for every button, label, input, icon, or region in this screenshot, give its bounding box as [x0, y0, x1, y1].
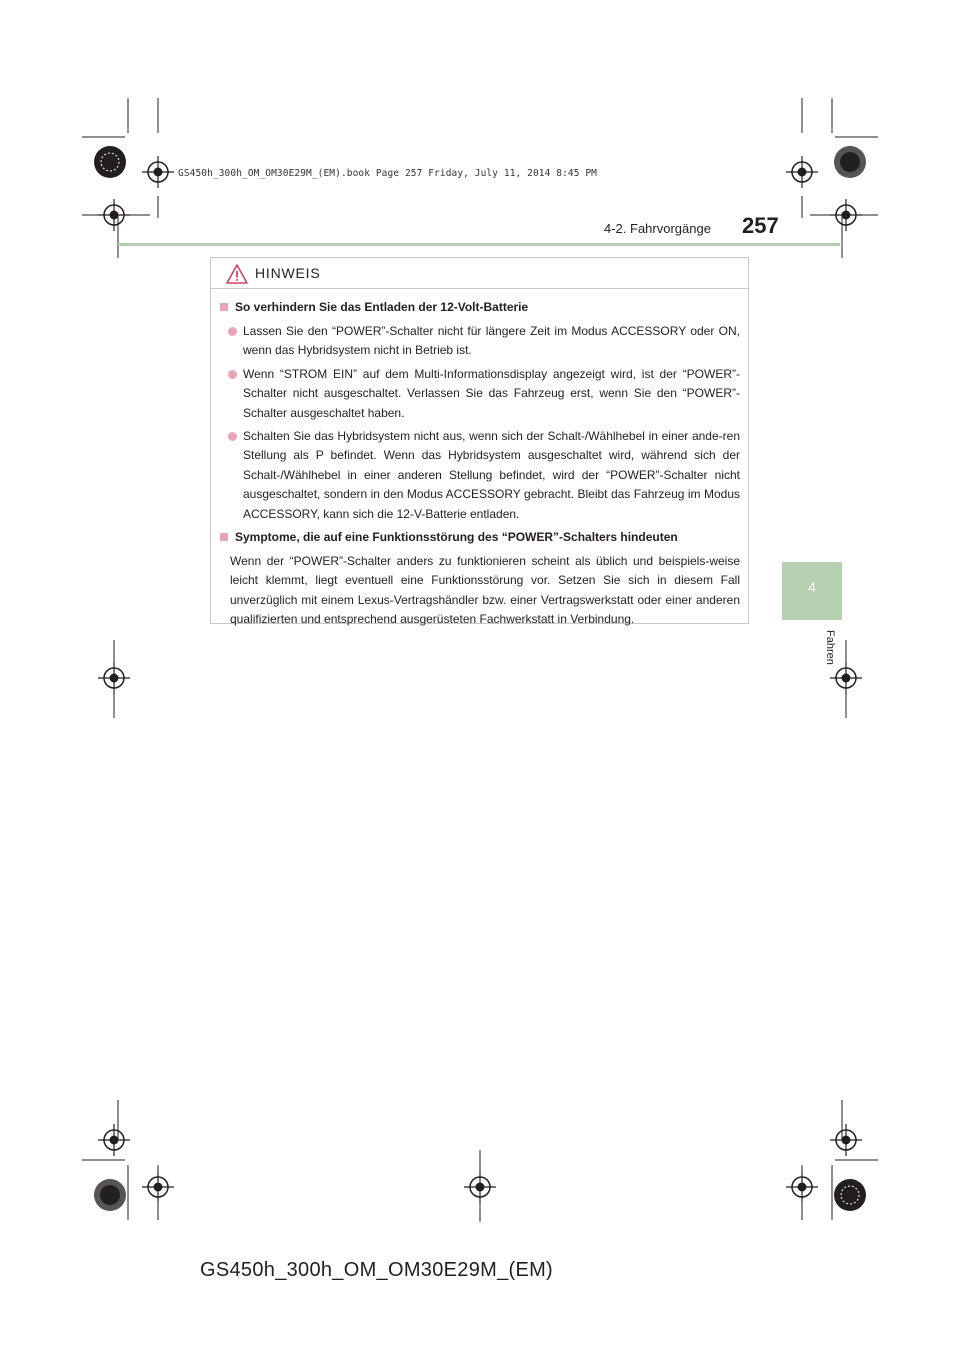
section-heading-text: Symptome, die auf eine Funktionsstörung des “POWER”-Schalters hindeuten — [235, 530, 678, 545]
list-item — [211, 427, 740, 524]
list-item-text: Wenn “STROM EIN” auf dem Multi-Informationsdisplay angezeigt wird, ist der “POWER”-Schalter nicht ausgeschaltet. Verlassen Sie das Fahrzeug erst, wenn Sie den “POWER”-Schalter ausgeschaltet haben. — [243, 366, 740, 420]
section-title: 4-2. Fahrvorgänge — [604, 221, 711, 236]
page-number: 257 — [742, 213, 779, 238]
list-item-text: Lassen Sie den “POWER”-Schalter nicht für längere Zeit im Modus ACCESSORY oder ON, wenn das Hybridsystem nicht in Betrieb ist. — [243, 324, 740, 358]
list-item — [211, 322, 740, 361]
notice-title: HINWEIS — [255, 265, 321, 281]
notice-box — [210, 257, 749, 627]
square-bullet-icon — [220, 303, 228, 311]
chapter-tab: 4 — [782, 562, 842, 620]
chapter-label: Fahren — [824, 630, 836, 665]
notice-header — [211, 258, 748, 289]
list-item — [211, 365, 740, 423]
warning-triangle-icon — [225, 263, 249, 285]
section-heading-text: So verhindern Sie das Entladen der 12-Volt-Batterie — [235, 300, 529, 314]
list-item-text: Schalten Sie das Hybridsystem nicht aus, wenn sich der Schalt-/Wählhebel in einer ande-ren Stellung als P befindet. Wenn das Hybridsystem ausgeschaltet wird, während sich der Schalt-/Wählhebel in einer anderen Stellung befindet, wird der “POWER”-Schalter nicht ausgeschaltet, sondern in den Modus ACCESSORY gebracht. Bleibt das Fahrzeug im Modus ACCESSORY, kann sich die 12-V-Batterie entladen. — [243, 429, 740, 521]
square-bullet-icon — [220, 533, 228, 541]
notice-content — [211, 298, 748, 630]
section-heading — [217, 298, 738, 316]
paragraph: Wenn der “POWER”-Schalter anders zu funktionieren scheint als üblich und beispiels-weise leicht klemmt, liegt eventuell eine Funktionsstörung vor. Setzen Sie sich in diesem Fall unverzüglich mit einem Lexus-Vertragshändler bzw. einer Vertragswerkstatt oder einer anderen qualifizierten und entsprechend ausgerüsteten Fachwerkstatt in Verbindung. — [230, 554, 740, 627]
round-bullet-icon — [228, 370, 237, 379]
round-bullet-icon — [228, 432, 237, 441]
document-code: GS450h_300h_OM_OM30E29M_(EM) — [200, 1259, 554, 1281]
round-bullet-icon — [228, 327, 237, 336]
section-heading — [217, 528, 738, 546]
header-rule — [118, 243, 840, 246]
print-info-line: GS450h_300h_OM_OM30E29M_(EM).book Page 257 Friday, July 11, 2014 8:45 PM — [178, 168, 598, 179]
